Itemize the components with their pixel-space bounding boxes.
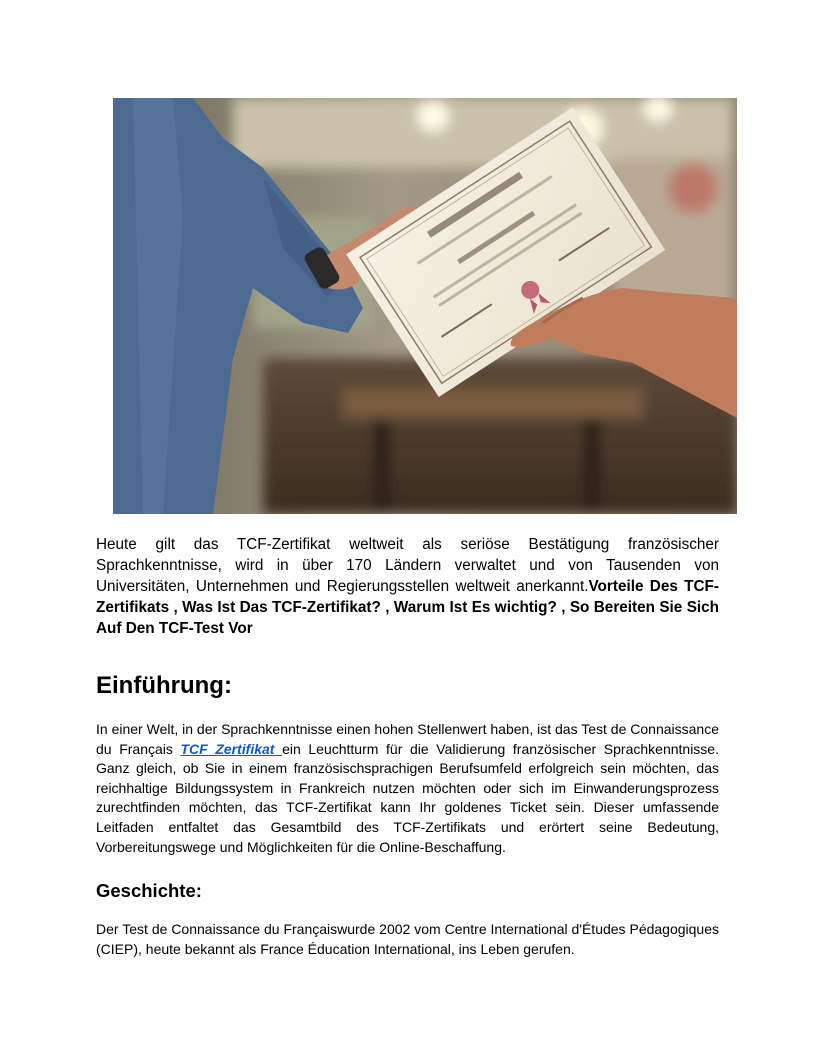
heading-geschichte: Geschichte: — [96, 880, 202, 901]
intro-text: Heute gilt das TCF-Zertifikat weltweit als seriöse Bestätigung französischer Sprachkenntnisse, wird in über 170 Ländern verwaltet und von Tausenden von Universitäten, Unternehmen und Regierungsstellen weltweit anerkannt. — [96, 536, 719, 595]
intro-paragraph — [96, 534, 719, 639]
certificate-handover-photo — [113, 98, 737, 514]
einfuehrung-text-before: In einer Welt, in der Sprachkenntnisse einen hohen Stellenwert haben, ist das Test de Connaissance du Français — [96, 721, 719, 757]
einfuehrung-text-after: ein Leuchtturm für die Validierung französischer Sprachkenntnisse. Ganz gleich, ob Sie in einem französischsprachigen Berufsumfeld erfolgreich sein möchten, das reichhaltige Bildungssystem in Frankreich nutzen möchten oder sich im Einwanderungsprozess zurechtfinden möchten, das TCF-Zertifikat kann Ihr goldenes Ticket sein. Dieser umfassende Leitfaden entfaltet das Gesamtbild des TCF-Zertifikats und erörtert seine Bedeutung, Vorbereitungswege und Möglichkeiten für die Online-Beschaffung. — [96, 740, 719, 855]
tcf-zertifikat-link[interactable]: TCF Zertifikat — [180, 740, 283, 757]
geschichte-paragraph: Der Test de Connaissance du Françaiswurde 2002 vom Centre International d'Études Pédagogiques (CIEP), heute bekannt als France Éducation International, ins Leben gerufen. — [96, 921, 719, 957]
einfuehrung-paragraph — [96, 720, 719, 857]
intro-bold-keywords: Vorteile Des TCF-Zertifikats , Was Ist Das TCF-Zertifikat? , Warum Ist Es wichtig? , So Bereiten Sie Sich Auf Den TCF-Test Vor — [96, 578, 719, 637]
heading-einfuehrung: Einführung: — [96, 672, 232, 699]
